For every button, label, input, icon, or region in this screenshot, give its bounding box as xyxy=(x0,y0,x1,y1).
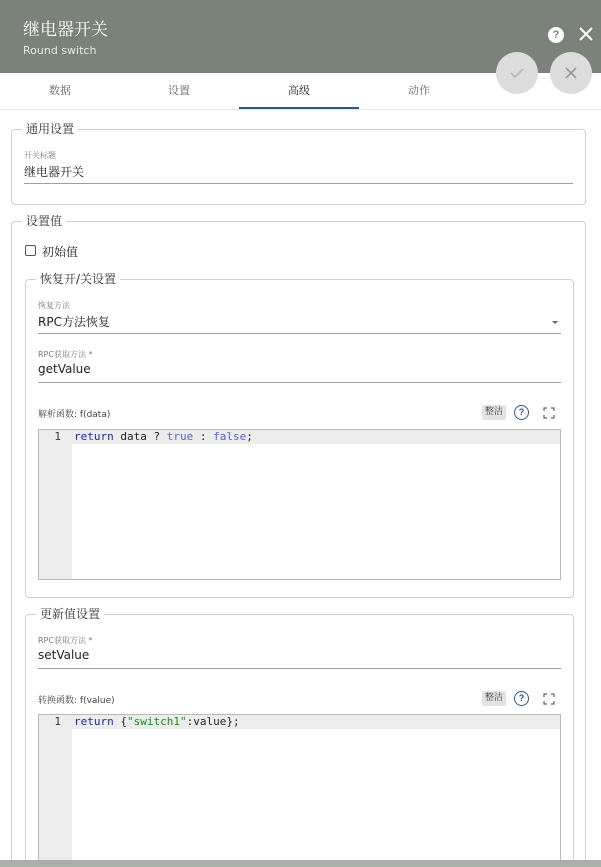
tab-data[interactable]: 数据 xyxy=(49,84,71,97)
restore-method-label: 恢复方法 xyxy=(38,301,70,310)
help-icon[interactable]: ? xyxy=(514,691,529,706)
initial-value-checkbox[interactable] xyxy=(25,245,36,256)
rpc-get-method-underline xyxy=(38,382,561,383)
rpc-set-method-label: RPC获取方法 * xyxy=(38,636,93,645)
set-value-legend: 设置值 xyxy=(22,214,66,229)
dialog-title: 继电器开关 xyxy=(23,20,108,40)
code-line[interactable]: return {"switch1":value}; xyxy=(74,715,240,728)
rpc-get-method-input[interactable]: getValue xyxy=(38,362,91,376)
tab-actions[interactable]: 动作 xyxy=(408,84,430,97)
chevron-down-icon[interactable] xyxy=(552,321,558,324)
restore-method-underline xyxy=(38,333,561,334)
convert-code-editor[interactable] xyxy=(38,714,561,867)
tidy-button[interactable]: 整洁 xyxy=(482,691,506,706)
rpc-set-method-input[interactable]: setValue xyxy=(38,648,90,662)
close-icon xyxy=(563,65,579,81)
tidy-button[interactable]: 整洁 xyxy=(482,405,506,420)
discard-button[interactable] xyxy=(550,52,592,94)
restore-method-select[interactable]: RPC方法恢复 xyxy=(38,315,110,329)
initial-value-label: 初始值 xyxy=(42,245,79,259)
switch-title-label: 开关标题 xyxy=(24,151,56,160)
tab-advanced[interactable]: 高级 xyxy=(239,73,359,109)
rpc-set-method-underline xyxy=(38,668,561,669)
bottom-scroll-strip xyxy=(0,860,601,867)
fullscreen-icon[interactable] xyxy=(543,693,555,705)
apply-button[interactable] xyxy=(496,52,538,94)
set-value-group xyxy=(11,214,586,867)
general-settings-legend: 通用设置 xyxy=(22,122,78,137)
check-icon xyxy=(509,65,525,81)
line-number: 1 xyxy=(54,715,61,728)
code-line[interactable]: return data ? true : false; xyxy=(74,430,253,443)
parser-function-label: 解析函数: f(data) xyxy=(38,410,111,420)
convert-function-label: 转换函数: f(value) xyxy=(38,696,115,706)
help-icon[interactable]: ? xyxy=(514,405,529,420)
close-icon[interactable] xyxy=(576,24,596,44)
rpc-get-method-label: RPC获取方法 * xyxy=(38,350,93,359)
line-number: 1 xyxy=(54,430,61,443)
general-settings-group xyxy=(11,122,586,205)
update-settings-group xyxy=(25,607,574,867)
parser-code-editor[interactable] xyxy=(38,429,561,580)
update-settings-legend: 更新值设置 xyxy=(36,607,104,622)
help-icon[interactable]: ? xyxy=(548,27,564,43)
editor-gutter xyxy=(39,715,72,867)
dialog-subtitle: Round switch xyxy=(23,44,97,57)
switch-title-input[interactable]: 继电器开关 xyxy=(24,165,85,179)
restore-settings-group xyxy=(25,272,574,598)
switch-title-underline xyxy=(24,183,573,184)
editor-gutter xyxy=(39,430,72,579)
tab-settings[interactable]: 设置 xyxy=(168,84,190,97)
fullscreen-icon[interactable] xyxy=(543,407,555,419)
restore-settings-legend: 恢复开/关设置 xyxy=(36,272,120,287)
